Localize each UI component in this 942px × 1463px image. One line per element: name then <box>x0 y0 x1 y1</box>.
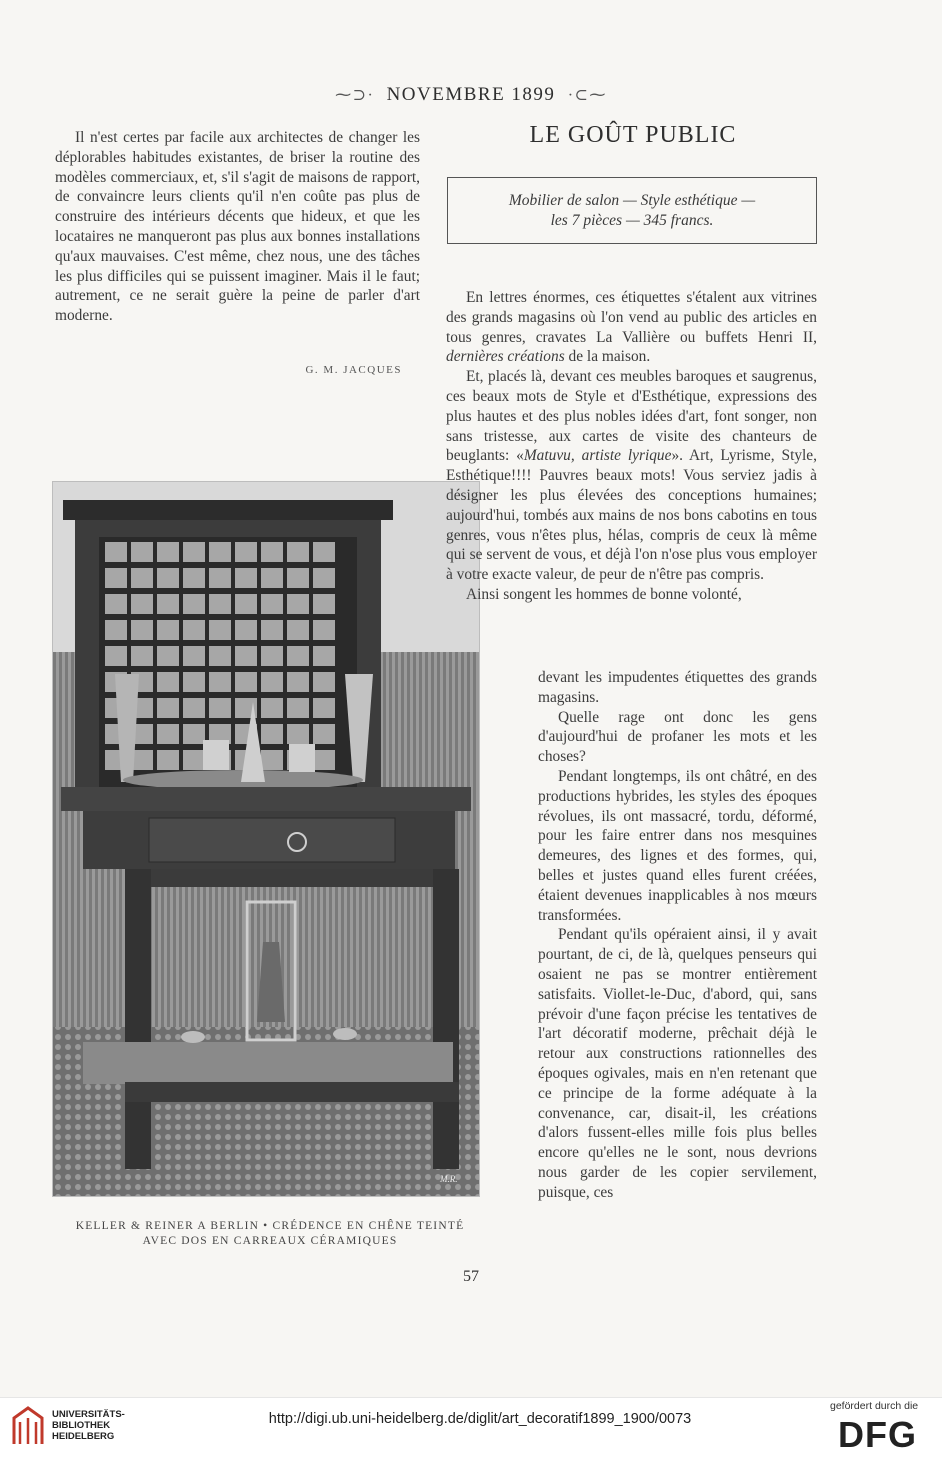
article-paragraph-2 <box>446 367 817 585</box>
photo-monogram: M.R. <box>440 1174 458 1184</box>
right-column-text-top <box>446 288 817 605</box>
p2-text: Et, placés là, devant ces meubles baroques et saugrenus, ces beaux mots de Style et d'Esthétique, expressions des plus hautes et des plus nobles idées d'art, font songer, non sans tristesse, aux cartes de visite des chanteurs de beuglants: « <box>446 368 817 465</box>
ornament-left: ⁓⊃· <box>335 87 375 104</box>
article-paragraph-1 <box>446 288 817 367</box>
dfg-logo: DFG <box>838 1414 917 1455</box>
caption-line-1: KELLER & REINER A BERLIN • CRÉDENCE EN CHÊNE TEINTÉ <box>75 1220 465 1232</box>
credenza-illustration <box>53 482 480 1197</box>
article-paragraph-5: Pendant longtemps, ils ont châtré, en des productions hybrides, les styles des époques révolues, ils ont massacré, tordu, déformé, pour les faire entrer dans nos mesquines demeures, des lignes et des formes, qui, belles et justes quand elles furent créées, étaient devenues inapplicables à nos mœurs transformées. <box>538 767 817 924</box>
header-title: NOVEMBRE 1899 <box>386 84 556 105</box>
p1-end: de la maison. <box>568 348 651 366</box>
article-title: LE GOÛT PUBLIC <box>529 122 737 148</box>
running-header <box>0 84 942 106</box>
figure-caption <box>40 1219 500 1249</box>
p2-end: ». Art, Lyrisme, Style, Esthétique!!!! Pauvres beaux mots! Vous serviez jadis à désigner les plus élevées des conceptions humaines; aujourd'hui, tombés aux mains de nos bons cabotins en tous genres, vous n'êtes plus, hélas, compris de ceux là même qui se servent de vous, et déjà l'on n'ose plus vous employer à votre exacte valeur, de peur de n'être pas compris. <box>446 447 817 584</box>
library-name <box>52 1409 125 1442</box>
footer-bar <box>0 1397 942 1463</box>
credenza-photograph <box>52 481 480 1197</box>
box-line-2: les 7 pièces — 345 francs. <box>550 211 714 229</box>
ornament-right: ·⊂⁓ <box>567 87 607 104</box>
p1-italic: dernières créations <box>446 348 565 366</box>
author-signature: G. M. JACQUES <box>305 364 402 376</box>
left-paragraph: Il n'est certes par facile aux architectes de changer les déplorables habitudes existantes, de briser la routine des modèles commerciaux, et, s'il s'agit de maisons de rapport, de convaincre leurs clients qu'il n'en coûte pas plus de construire des intérieurs décents que hideux, et que les locataires ne manqueront pas plus aux bonnes installations qu'aux mauvaises. C'est même, chez nous, une des tâches les plus difficiles qui se puissent imaginer. Mais il le faut; autrement, ce ne serait guère la peine de parler d'art moderne. <box>55 129 420 325</box>
left-column-text <box>55 128 420 326</box>
article-paragraph-6: Pendant qu'ils opéraient ainsi, il y avait pourtant, de ci, de là, quelques penseurs qui osaient ne pas se montrer entièrement satisfaits. Viollet-le-Duc, d'abord, qui, sans prévoir d'une façon précise les tentatives de l'art décoratif moderne, prêchait déjà le retour aux constructions rationnelles des époques ogivales, mais en n'en retenant que ce principe de la forme adéquate à la convenance, car, disait-il, les créations d'alors fussent-elles mille fois plus belles encore qu'elles ne le sont, nous devrions nous garder de les copier servilement, puisque, ces <box>538 926 817 1201</box>
p1-text: En lettres énormes, ces étiquettes s'étalent aux vitrines des grands magasins où l'on vend au public des articles en tous genres, cravates La Vallière ou buffets Henri II, <box>446 289 817 346</box>
p2-italic: Matuvu, artiste lyrique <box>523 447 672 465</box>
article-paragraph-4: Quelle rage ont donc les gens d'aujourd'hui de profaner les mots et les choses? <box>538 708 817 766</box>
library-name-line-1: UNIVERSITÄTS- <box>52 1409 125 1420</box>
sponsor-text: gefördert durch die <box>830 1400 919 1412</box>
library-name-line-3: HEIDELBERG <box>52 1431 115 1442</box>
price-tag-box <box>447 177 817 244</box>
article-paragraph-3-start: Ainsi songent les hommes de bonne volonté, <box>466 585 742 603</box>
library-logo-icon <box>10 1404 46 1448</box>
library-name-line-2: BIBLIOTHEK <box>52 1420 111 1431</box>
page-number: 57 <box>463 1268 479 1285</box>
caption-line-2: AVEC DOS EN CARREAUX CÉRAMIQUES <box>142 1235 398 1247</box>
source-url-link[interactable]: http://digi.ub.uni-heidelberg.de/diglit/art_decoratif1899_1900/0073 <box>268 1411 692 1427</box>
box-line-1: Mobilier de salon — Style esthétique — <box>508 191 756 209</box>
article-paragraph-3-rest: devant les impudentes étiquettes des grands magasins. <box>538 669 817 706</box>
right-column-text-narrow <box>538 668 817 1203</box>
